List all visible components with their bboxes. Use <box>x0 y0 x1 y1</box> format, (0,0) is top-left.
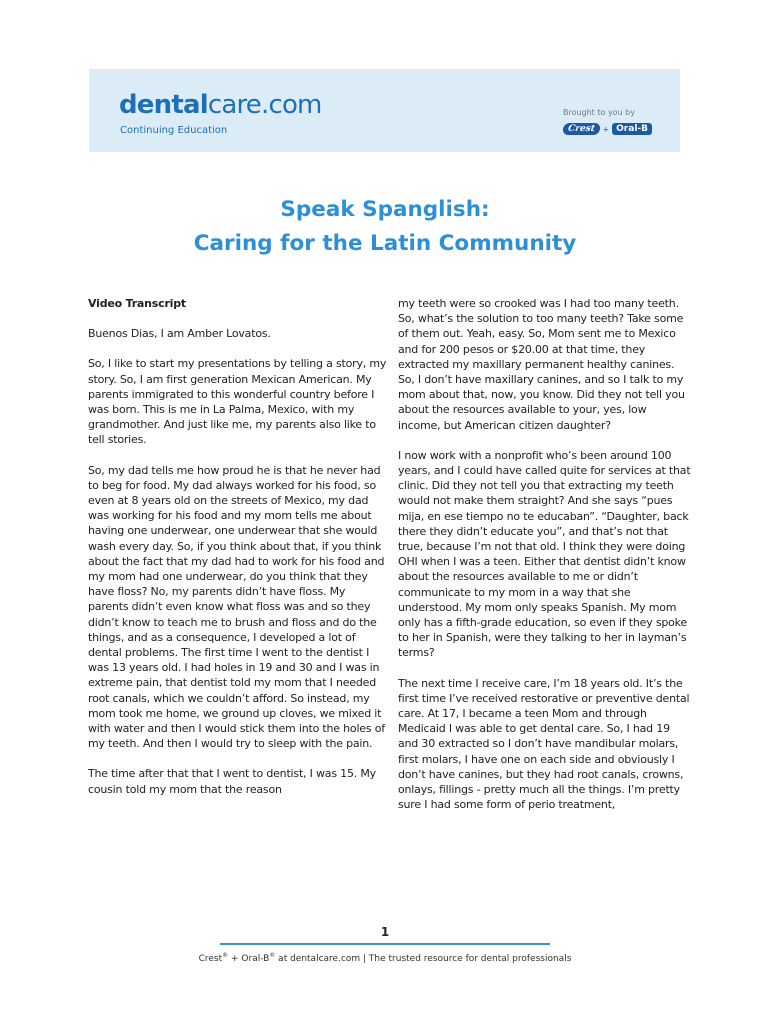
logo-rest-part: care.com <box>207 90 322 120</box>
dentalcare-logo[interactable] <box>119 91 322 119</box>
page-number: 1 <box>380 925 390 939</box>
sponsor-logos <box>563 123 652 135</box>
right-column <box>398 296 692 828</box>
paragraph: The next time I receive care, I’m 18 years old. It’s the first time I’ve received restorative or preventive dental care. At 17, I became a teen Mom and through Medicaid I was able to get dental care. So, I had 19 and 30 extracted so I don’t have mandibular molars, first molars, I have one on each side and obviously I don’t have canines, but they had root canals, crowns, onlays, fillings - pretty much all the things. I’m pretty sure I had some form of perio treatment, <box>398 676 690 812</box>
title-line-1: Speak Spanglish: <box>280 197 490 222</box>
oralb-logo: Oral-B <box>612 123 652 135</box>
registered-mark: ® <box>269 952 276 959</box>
tagline: Continuing Education <box>120 125 228 136</box>
logo-bold-part: dental <box>119 90 208 120</box>
left-column <box>88 296 388 812</box>
paragraph: I now work with a nonprofit who’s been around 100 years, and I could have called quite for services at that clinic. Did they not tell you that extracting my teeth would not make them straight? And she says “pues mija, en ese tiempo no te educaban”. “Daughter, back there they didn’t educate you”, and that’s not that true, because I’m not that old. I think they were doing OHI when I was a teen. Either that dentist didn’t know about the resources available to me or didn’t communicate to my mom in a way that she understood. My mom only speaks Spanish. My mom only has a fifth-grade education, so even if they spoke to her in Spanish, were they talking to her in layman’s terms? <box>398 448 691 660</box>
paragraph: my teeth were so crooked was I had too many teeth. So, what’s the solution to too many teeth? Take some of them out. Yeah, easy. So, Mom sent me to Mexico and for 200 pesos or $20.00 at that time, they extracted my maxillary permanent healthy canines. So, I don’t have maxillary canines, and so I talk to my mom about that, now, you know. Did they not tell you about the resources available to your, yes, low income, but American citizen daughter? <box>398 297 685 432</box>
section-heading: Video Transcript <box>88 297 186 310</box>
footer-rule <box>220 943 550 945</box>
page-title <box>0 193 770 261</box>
footer-rest: at dentalcare.com | The trusted resource for dental professionals <box>275 954 572 964</box>
paragraph: Buenos Dias, I am Amber Lovatos. <box>88 327 271 341</box>
paragraph: The time after that that I went to dentist, I was 15. My cousin told my mom that the reason <box>88 767 376 796</box>
title-line-2: Caring for the Latin Community <box>193 231 577 256</box>
footer-crest: Crest <box>198 954 223 964</box>
paragraph: So, I like to start my presentations by telling a story, my story. So, I am first generation Mexican American. My parents immigrated to this wonderful country before I was born. This is me in La Palma, Mexico, with my grandmother. And just like me, my parents also like to tell stories. <box>88 357 387 447</box>
brought-by-label: Brought to you by <box>562 108 635 117</box>
header-banner <box>89 69 680 152</box>
crest-logo: Crest <box>562 123 601 135</box>
footer-text <box>0 952 770 964</box>
registered-mark: ® <box>222 952 229 959</box>
brand-plus: + <box>602 124 610 134</box>
paragraph: So, my dad tells me how proud he is that he never had to beg for food. My dad always worked for his food, so even at 8 years old on the streets of Mexico, my dad was working for his food and my mom tells me about having one underwear, one underwear that she would wash every day. So, if you think about that, if you think about the fact that my dad had to work for his food and my mom had one underwear, do you think that they have floss? No, my parents didn’t have floss. My parents didn’t even know what floss was and so they didn’t know to teach me to brush and floss and do the things, and as a consequence, I developed a lot of dental problems. The first time I went to the dentist I was 13 years old. I had holes in 19 and 30 and I was in extreme pain, that dentist told my mom that I needed root canals, which we couldn’t afford. So instead, my mom took me home, we ground up cloves, we mixed it with water and then I would stick them into the holes of my teeth. And then I would try to sleep with the pain. <box>88 463 385 751</box>
footer-oralb: + Oral-B <box>228 954 270 964</box>
